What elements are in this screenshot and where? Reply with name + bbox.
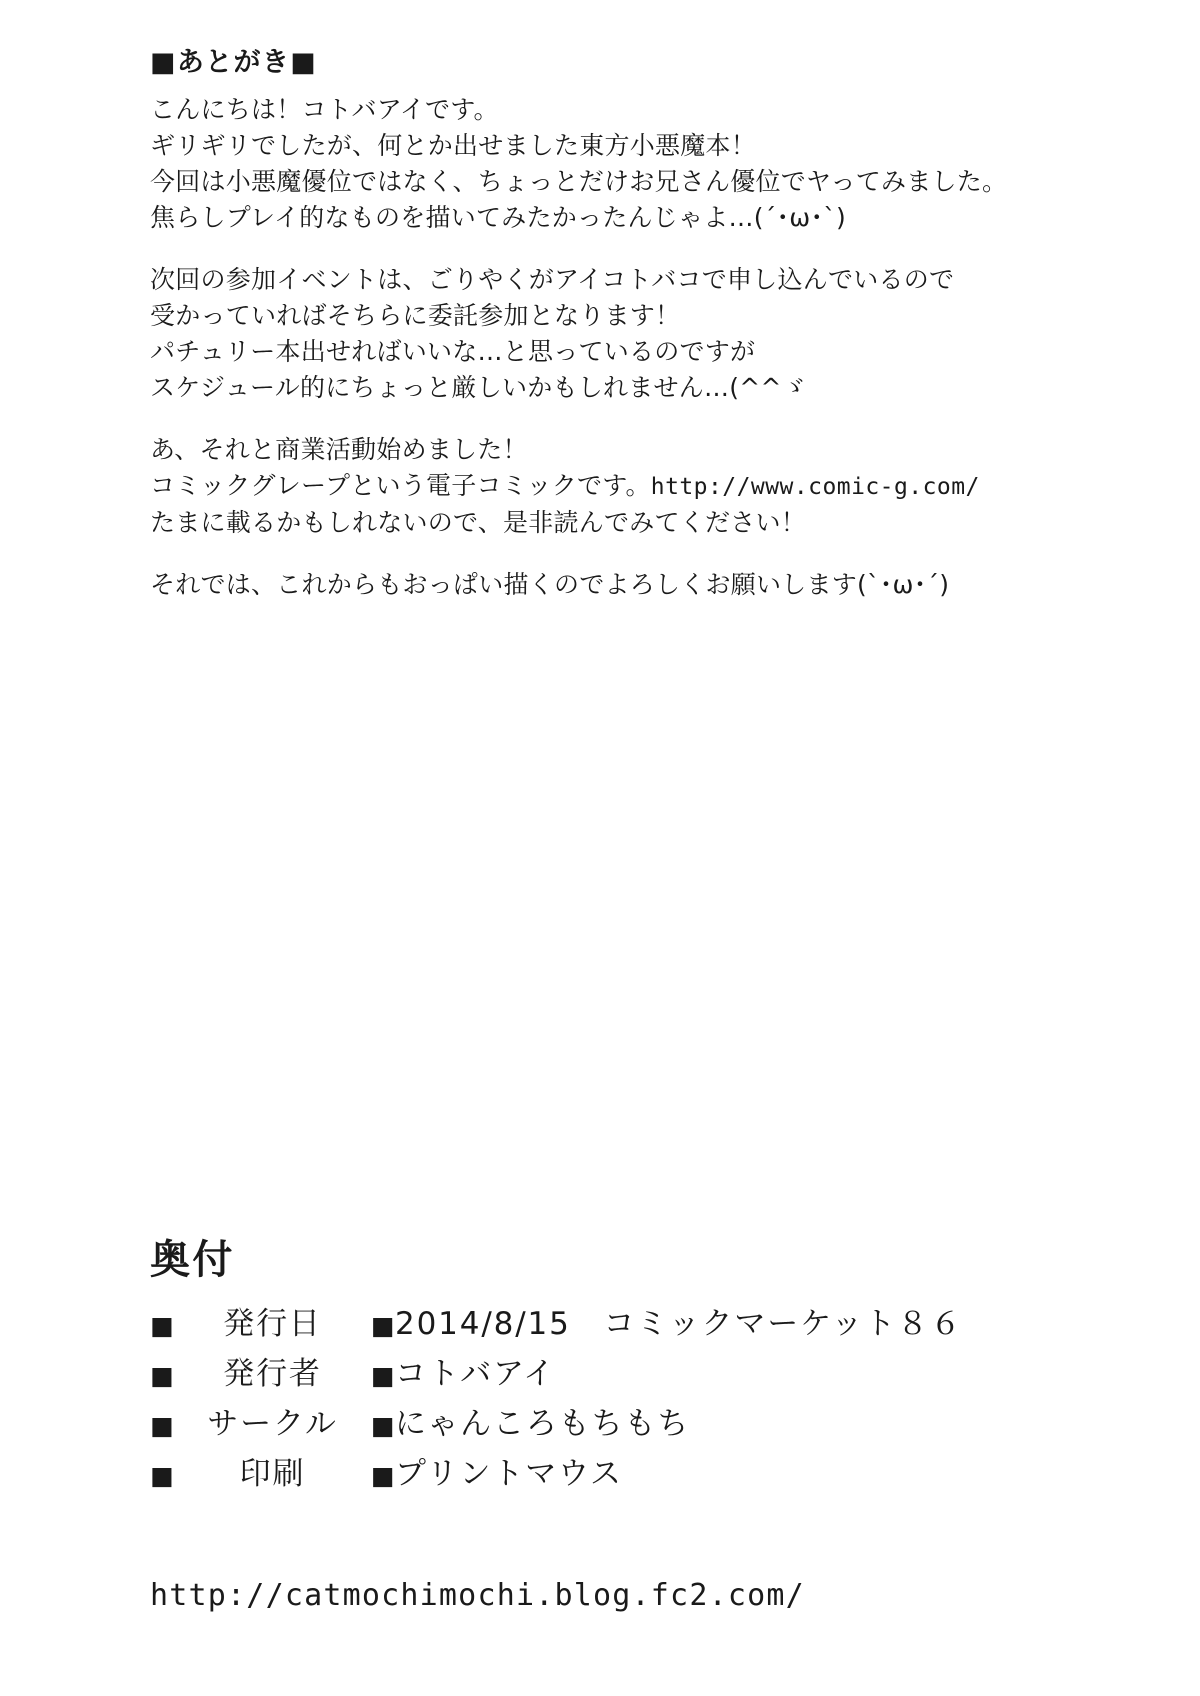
square-bullet-icon: ■ bbox=[370, 1361, 395, 1390]
colophon bbox=[150, 1228, 1150, 1499]
colophon-label-text: 発行日 bbox=[223, 1306, 322, 1342]
colophon-label bbox=[150, 1349, 395, 1399]
circle-blog-url[interactable]: http://catmochimochi.blog.fc2.com/ bbox=[150, 1578, 805, 1613]
colophon-label-text: 発行者 bbox=[223, 1356, 322, 1392]
colophon-label bbox=[150, 1299, 395, 1349]
colophon-value: コトバアイ bbox=[395, 1356, 556, 1392]
afterword-line: スケジュール的にちょっと厳しいかもしれません…(^^ゞ bbox=[150, 373, 807, 402]
colophon-row bbox=[150, 1349, 1150, 1399]
afterword-paragraph bbox=[150, 432, 1150, 541]
afterword-paragraph bbox=[150, 262, 1150, 406]
square-bullet-icon: ■ bbox=[370, 1461, 395, 1490]
afterword-line: それでは、これからもおっぱい描くのでよろしくお願いします(`･ω･´) bbox=[150, 570, 950, 599]
square-bullet-icon: ■ bbox=[370, 1411, 395, 1440]
colophon-value: プリントマウス bbox=[395, 1456, 623, 1492]
colophon-label bbox=[150, 1449, 395, 1499]
afterword-heading: ■あとがき■ bbox=[150, 47, 318, 78]
square-bullet-icon: ■ bbox=[150, 1361, 175, 1390]
afterword-line-with-url bbox=[150, 468, 1150, 505]
colophon-row bbox=[150, 1399, 1150, 1449]
colophon-label bbox=[150, 1399, 395, 1449]
square-bullet-icon: ■ bbox=[370, 1311, 395, 1340]
afterword-paragraph bbox=[150, 567, 1150, 603]
afterword-body bbox=[150, 92, 1150, 603]
colophon-title: 奥付 bbox=[150, 1237, 235, 1283]
afterword-line: あ、それと商業活動始めました！ bbox=[150, 435, 528, 464]
colophon-label-text: 印刷 bbox=[239, 1456, 306, 1492]
afterword-line: 今回は小悪魔優位ではなく、ちょっとだけお兄さん優位でヤってみました。 bbox=[150, 167, 1008, 196]
afterword-line: パチュリー本出せればいいな…と思っているのですが bbox=[150, 337, 756, 366]
afterword-line: 受かっていればそちらに委託参加となります！ bbox=[150, 301, 681, 330]
comic-grape-url[interactable]: http://www.comic-g.com/ bbox=[650, 474, 980, 500]
afterword-line: 焦らしプレイ的なものを描いてみたかったんじゃよ…(´･ω･`) bbox=[150, 203, 846, 232]
square-bullet-icon: ■ bbox=[150, 1411, 175, 1440]
afterword-paragraph bbox=[150, 92, 1150, 236]
colophon-value: にゃんころもちもち bbox=[395, 1406, 691, 1442]
afterword-line: ギリギリでしたが、何とか出せました東方小悪魔本！ bbox=[150, 131, 757, 160]
colophon-row bbox=[150, 1299, 1150, 1349]
colophon-row bbox=[150, 1449, 1150, 1499]
afterword-line: 次回の参加イベントは、ごりやくがアイコトバコで申し込んでいるので bbox=[150, 265, 955, 294]
square-bullet-icon: ■ bbox=[150, 1461, 175, 1490]
afterword-line: こんにちは！コトバアイです。 bbox=[150, 95, 499, 124]
afterword-line-text: コミックグレープという電子コミックです。 bbox=[150, 471, 651, 500]
square-bullet-icon: ■ bbox=[150, 1311, 175, 1340]
colophon-label-text: サークル bbox=[207, 1406, 338, 1442]
colophon-value: 2014/8/15 コミックマーケット８６ bbox=[395, 1306, 963, 1342]
afterword-line: たまに載るかもしれないので、是非読んでみてください！ bbox=[150, 508, 807, 537]
